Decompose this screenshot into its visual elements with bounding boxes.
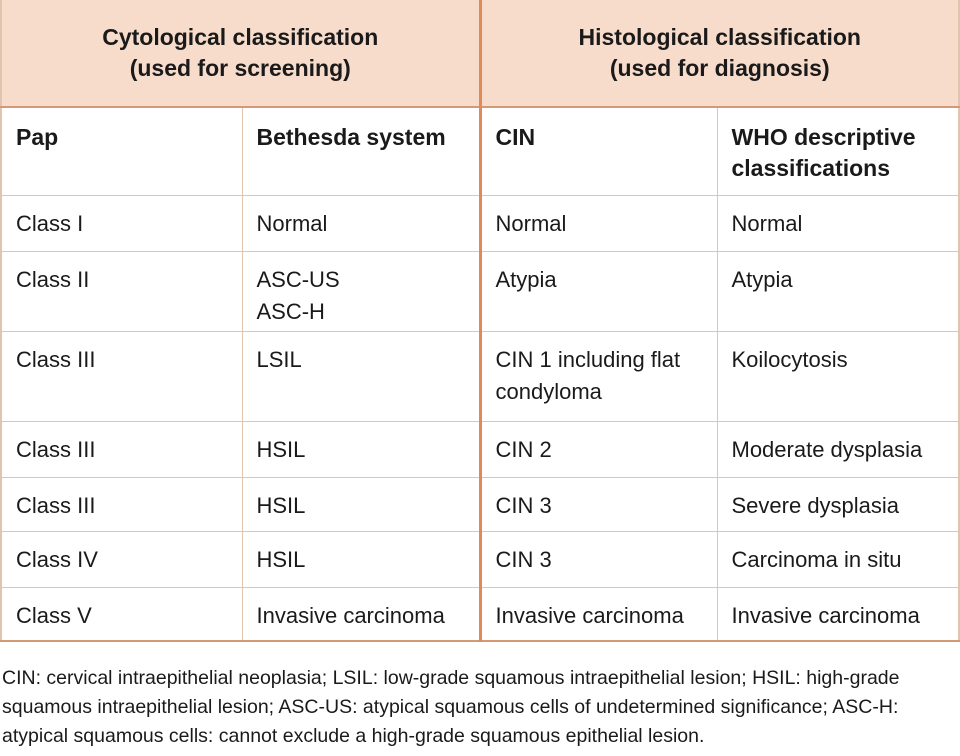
cell-line: Class III	[16, 492, 96, 518]
table-row	[1, 331, 959, 421]
cell-cin	[480, 331, 717, 421]
column-header-line: Pap	[16, 124, 59, 150]
cell-who	[717, 251, 959, 331]
cell-line: Normal	[495, 210, 567, 236]
cell-line: HSIL	[256, 436, 306, 462]
column-header-line: Bethesda system	[256, 124, 446, 150]
cell-line: CIN 2	[495, 436, 552, 462]
cell-line: CIN 3	[495, 546, 552, 572]
cell-line: CIN 1 including flat	[495, 346, 681, 372]
group-header-line: (used for diagnosis)	[609, 55, 830, 81]
column-header-line: WHO descriptive	[731, 124, 916, 150]
cell-line: Class II	[16, 266, 90, 292]
column-header-pap	[1, 107, 242, 195]
table-body	[1, 195, 959, 641]
column-header-cin	[480, 107, 717, 195]
cell-cin	[480, 251, 717, 331]
cell-pap	[1, 331, 242, 421]
column-header-row	[1, 107, 959, 195]
cell-line: HSIL	[256, 546, 306, 572]
cell-line: Class I	[16, 210, 84, 236]
cell-bethesda	[242, 251, 480, 331]
cell-bethesda	[242, 331, 480, 421]
footnote-line: CIN: cervical intraepithelial neoplasia; LSIL: low-grade squamous intraepithelial lesion; HSIL: high-grade	[2, 667, 900, 689]
table-row	[1, 477, 959, 531]
cell-cin	[480, 531, 717, 587]
column-header-who	[717, 107, 959, 195]
cell-line: Class III	[16, 346, 96, 372]
cell-bethesda	[242, 421, 480, 477]
cell-line: Normal	[731, 210, 803, 236]
cell-line: Invasive carcinoma	[731, 602, 920, 628]
cell-line: Normal	[256, 210, 328, 236]
cell-who	[717, 331, 959, 421]
cell-pap	[1, 531, 242, 587]
cell-bethesda	[242, 531, 480, 587]
cell-line: Class IV	[16, 546, 98, 572]
group-header-line: Cytological classification	[102, 24, 379, 50]
cell-line: Class III	[16, 436, 96, 462]
cell-line: Carcinoma in situ	[731, 546, 902, 572]
table-row	[1, 251, 959, 331]
column-header-line: classifications	[731, 155, 891, 181]
group-header-line: (used for screening)	[129, 55, 351, 81]
cell-pap	[1, 587, 242, 641]
cell-line: condyloma	[495, 378, 602, 404]
cell-bethesda	[242, 195, 480, 251]
cell-line: Invasive carcinoma	[495, 602, 684, 628]
cell-line: Atypia	[495, 266, 557, 292]
table-row	[1, 195, 959, 251]
cell-cin	[480, 421, 717, 477]
cell-line: ASC-H	[256, 298, 325, 324]
cell-line: ASC-US	[256, 266, 340, 292]
abbreviations-footnote	[2, 664, 952, 751]
cell-line: Severe dysplasia	[731, 492, 900, 518]
cell-who	[717, 531, 959, 587]
cell-pap	[1, 195, 242, 251]
cell-pap	[1, 421, 242, 477]
cell-line: Invasive carcinoma	[256, 602, 445, 628]
table-row	[1, 587, 959, 641]
cell-line: Class V	[16, 602, 92, 628]
cell-cin	[480, 587, 717, 641]
column-header-bethesda	[242, 107, 480, 195]
cell-line: CIN 3	[495, 492, 552, 518]
cell-line: LSIL	[256, 346, 302, 372]
cell-line: HSIL	[256, 492, 306, 518]
cell-bethesda	[242, 587, 480, 641]
table-row	[1, 421, 959, 477]
cell-cin	[480, 195, 717, 251]
cell-line: Moderate dysplasia	[731, 436, 923, 462]
group-header-line: Histological classification	[578, 24, 861, 50]
cell-who	[717, 195, 959, 251]
cell-who	[717, 421, 959, 477]
cell-pap	[1, 477, 242, 531]
histological-group-header	[480, 0, 959, 107]
cell-cin	[480, 477, 717, 531]
table-row	[1, 531, 959, 587]
cell-line: Atypia	[731, 266, 793, 292]
cell-who	[717, 587, 959, 641]
cell-bethesda	[242, 477, 480, 531]
footnote-line: atypical squamous cells: cannot exclude a high-grade squamous epithelial lesion.	[2, 725, 705, 747]
group-header-row	[1, 0, 959, 107]
column-header-line: CIN	[495, 124, 536, 150]
footnote-line: squamous intraepithelial lesion; ASC-US: atypical squamous cells of undetermined significance; ASC-H:	[2, 696, 899, 718]
cell-pap	[1, 251, 242, 331]
cytological-group-header	[1, 0, 480, 107]
cell-line: Koilocytosis	[731, 346, 848, 372]
cell-who	[717, 477, 959, 531]
